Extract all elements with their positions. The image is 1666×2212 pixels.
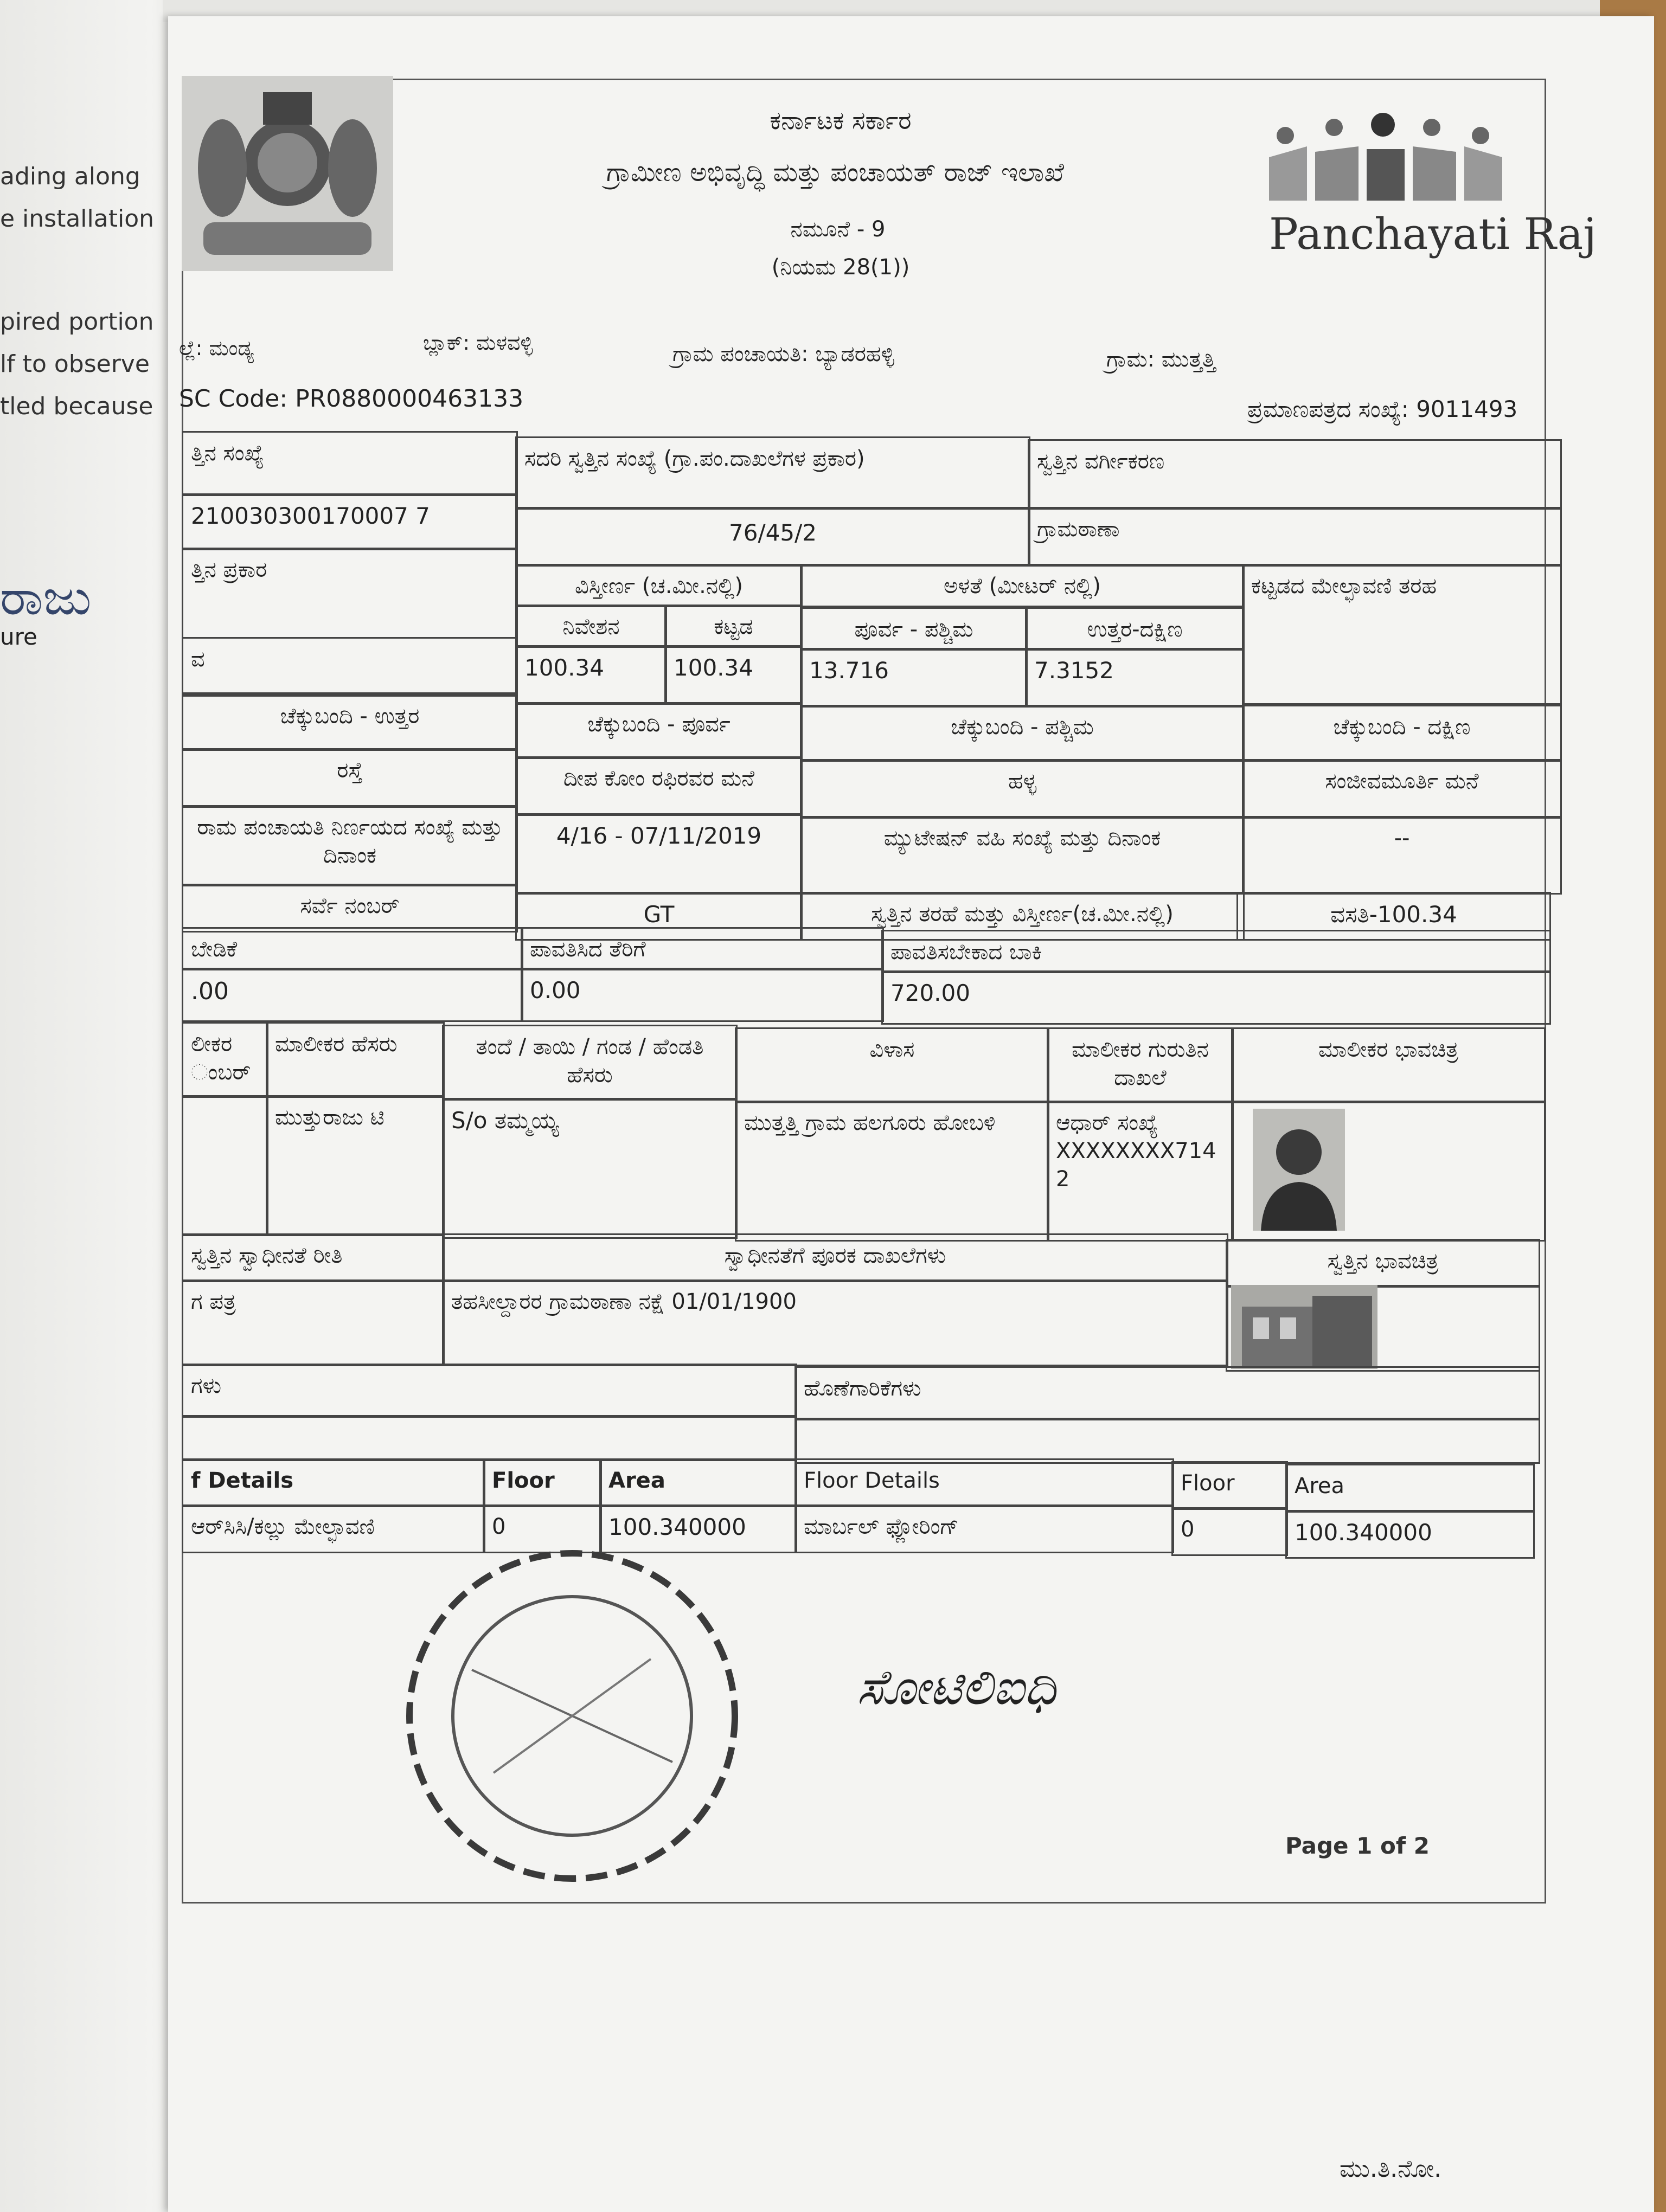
gp-number-label: ಸದರಿ ಸ್ವತ್ತಿನ ಸಂಖ್ಯೆ (ಗ್ರಾ.ಪಂ.ದಾಖಲೆಗಳ ಪ್ರಕಾರ) — [515, 436, 1030, 510]
tax-demand-value: .00 — [182, 968, 523, 1022]
classification-label: ಸ್ವತ್ತಿನ ವರ್ಗೀಕರಣ — [1028, 439, 1562, 510]
karnataka-emblem-icon — [182, 76, 393, 271]
ownership-mode-label: ಸ್ವತ್ತಿನ ಸ್ವಾಧೀನತೆ ರೀತಿ — [182, 1233, 445, 1282]
department-title: ಗ್ರಾಮೀಣ ಅಭಿವೃದ್ಧಿ ಮತ್ತು ಪಂಚಾಯತ್ ರಾಜ್ ಇಲಾಖೆ — [606, 157, 1065, 188]
tax-demand-label: ಬೇಡಿಕೆ — [182, 927, 523, 970]
form-number: ನಮೂನೆ - 9 — [790, 217, 886, 242]
owner-name-label: ಮಾಲೀಕರ ಹೆಸರು — [266, 1022, 445, 1098]
survey-value: GT — [515, 892, 803, 941]
back-page-line: pired portion — [0, 308, 154, 336]
north-south-value: 7.3152 — [1025, 648, 1245, 708]
resolution-value: 4/16 - 07/11/2019 — [515, 813, 803, 895]
roof-area-value: 100.340000 — [599, 1504, 797, 1553]
owner-photo-label: ಮಾಲೀಕರ ಭಾವಚಿತ್ರ — [1231, 1027, 1546, 1103]
mutation-value: -- — [1242, 816, 1562, 895]
tax-paid-label: ಪಾವತಿಸಿದ ತೆರಿಗೆ — [521, 927, 884, 970]
district: ಲ್ಲೆ: ಮಂಡ್ಯ — [179, 336, 254, 360]
resolution-label: ರಾಮ ಪಂಚಾಯತಿ ನಿರ್ಣಯದ ಸಂಖ್ಯೆ ಮತ್ತು ದಿನಾಂಕ — [182, 805, 518, 886]
roof-details-label: f Details — [182, 1458, 485, 1507]
building-label: ಕಟ್ಟಡ — [664, 605, 803, 648]
village: ಗ್ರಾಮ: ಮುತ್ತತ್ತಿ — [1106, 347, 1216, 372]
north-south-label: ಉತ್ತರ-ದಕ್ಷಿಣ — [1025, 607, 1245, 651]
tax-balance-value: 720.00 — [881, 970, 1551, 1025]
panchayati-raj-text: Panchayati Raj — [1269, 209, 1597, 259]
floor-area-label: Area — [1285, 1464, 1535, 1513]
back-page-text: ure — [0, 623, 37, 650]
ownership-docs-value: ತಹಸೀಲ್ದಾರರ ಗ್ರಾಮಠಾಣಾ ನಕ್ಷೆ 01/01/1900 — [442, 1279, 1228, 1366]
govt-title: ಕರ್ನಾಟಕ ಸರ್ಕಾರ — [770, 106, 912, 135]
property-id-label: ತ್ತಿನ ಸಂಖ್ಯೆ — [182, 431, 518, 496]
property-type-value: ವ — [182, 637, 518, 697]
property-type-label: ತ್ತಿನ ಪ್ರಕಾರ — [182, 548, 518, 694]
dimensions-label: ಅಳತೆ (ಮೀಟರ್ ನಲ್ಲಿ) — [800, 564, 1245, 607]
tax-paid-value: 0.00 — [521, 968, 884, 1022]
address-value: ಮುತ್ತತ್ತಿ ಗ್ರಾಮ ಹಲಗೂರು ಹೋಬಳಿ — [735, 1101, 1049, 1242]
back-page-handwriting: ರಾಜು — [0, 569, 92, 626]
mutation-label: ಮ್ಯುಟೇಷನ್ ವಹಿ ಸಂಖ್ಯೆ ಮತ್ತು ದಿನಾಂಕ — [800, 816, 1245, 895]
owner-number-value — [182, 1095, 268, 1236]
owner-number-label: ಲೀಕರ ಂಬರ್ — [182, 1022, 268, 1098]
floor-area-value: 100.340000 — [1285, 1510, 1535, 1559]
survey-label: ಸರ್ವೆ ನಂಬರ್ — [182, 884, 518, 933]
floor-type-value: ಮಾರ್ಬಲ್ ಫ್ಲೋರಿಂಗ್ — [794, 1504, 1174, 1553]
certificate-number: ಪ್ರಮಾಣಪತ್ರದ ಸಂಖ್ಯೆ: 9011493 — [1247, 396, 1518, 422]
east-west-value: 13.716 — [800, 648, 1028, 708]
boundary-south-value: ಸಂಜೀವಮೂರ್ತಿ ಮನೆ — [1242, 759, 1562, 819]
boundary-south-label: ಚೆಕ್ಕುಬಂದಿ - ದಕ್ಷಿಣ — [1242, 705, 1562, 762]
back-page-line: e installation — [0, 205, 155, 233]
owner-id-value — [1047, 1101, 1234, 1242]
roof-area-label: Area — [599, 1458, 797, 1507]
roof-floor-label: Floor — [483, 1458, 602, 1507]
roof-floor-value: 0 — [483, 1504, 602, 1553]
gram-panchayat: ಗ್ರಾಮ ಪಂಚಾಯತಿ: ಬ್ಯಾಡರಹಳ್ಳಿ — [672, 342, 894, 366]
area-label: ವಿಸ್ತೀರ್ಣ (ಚ.ಮೀ.ನಲ್ಲಿ) — [515, 564, 803, 607]
east-west-label: ಪೂರ್ವ - ಪಶ್ಚಿಮ — [800, 607, 1028, 651]
relation-label: ತಂದೆ / ತಾಯಿ / ಗಂಡ / ಹೆಂಡತಿ ಹೆಸರು — [442, 1025, 738, 1101]
nature-value: ವಸತಿ-100.34 — [1236, 892, 1551, 941]
page-number: Page 1 of 2 — [1285, 1832, 1430, 1859]
tax-balance-label: ಪಾವತಿಸಬೇಕಾದ ಬಾಕಿ — [881, 930, 1551, 973]
boundary-north-label: ಚೆಕ್ಕುಬಂದಿ - ಉತ್ತರ — [182, 694, 518, 751]
property-photo-icon — [1231, 1285, 1377, 1369]
lgd-code: SC Code: PR0880000463133 — [179, 385, 524, 413]
panchayati-raj-logo-icon — [1264, 108, 1508, 206]
owner-id-type: ಆಧಾರ್ ಸಂಖ್ಯೆ — [1056, 1110, 1158, 1135]
misc-left-value — [182, 1415, 797, 1461]
classification-value: ಗ್ರಾಮಠಾಣಾ — [1028, 507, 1562, 567]
floor-number-label: Floor — [1171, 1461, 1288, 1510]
ownership-mode-value: ಗ ಪತ್ರ — [182, 1279, 445, 1366]
building-area-value: 100.34 — [664, 645, 803, 705]
back-page-line: ading along — [0, 163, 140, 190]
roof-type-value: ಆರ್‌ಸಿಸಿ/ಕಲ್ಲು ಮೇಲ್ಛಾವಣಿ — [182, 1504, 485, 1553]
boundary-west-value: ಹಳ್ಳ — [800, 759, 1245, 819]
address-label: ವಿಳಾಸ — [735, 1027, 1049, 1103]
property-photo-label: ಸ್ವತ್ತಿನ ಭಾವಚಿತ್ರ — [1226, 1239, 1540, 1288]
floor-number-value: 0 — [1171, 1507, 1288, 1556]
signature: ಸೋಟಿಲಿಐಧಿ — [857, 1659, 1056, 1716]
owner-id-label: ಮಾಲೀಕರ ಗುರುತಿನ ದಾಖಲೆ — [1047, 1027, 1234, 1103]
rule-number: (ನಿಯಮ 28(1)) — [771, 255, 910, 280]
roof-type-label: ಕಟ್ಟಡದ ಮೇಲ್ಛಾವಣಿ ತರಹ — [1242, 564, 1562, 705]
property-id-value: 210030300170007 7 — [182, 493, 518, 550]
ownership-docs-label: ಸ್ವಾಧೀನತೆಗೆ ಪೂರಕ ದಾಖಲೆಗಳು — [442, 1233, 1228, 1282]
back-page-line: lf to observe — [0, 350, 150, 378]
boundary-west-label: ಚೆಕ್ಕುಬಂದಿ - ಪಶ್ಚಿಮ — [800, 705, 1245, 762]
floor-details-label: Floor Details — [794, 1458, 1174, 1507]
boundary-east-value: ದೀಪ ಕೋಂ ರಫಿರವರ ಮನೆ — [515, 756, 803, 816]
boundary-east-label: ಚೆಕ್ಕುಬಂದಿ - ಪೂರ್ವ — [515, 702, 803, 759]
owner-photo-icon — [1253, 1109, 1345, 1231]
nature-label: ಸ್ವತ್ತಿನ ತರಹೆ ಮತ್ತು ವಿಸ್ತೀರ್ಣ(ಚ.ಮೀ.ನಲ್ಲಿ) — [800, 892, 1245, 941]
owner-id-number: XXXXXXXX7142 — [1056, 1139, 1216, 1192]
back-page-line: tled because — [0, 393, 153, 420]
site-area-value: 100.34 — [515, 645, 667, 705]
relation-value: S/o ತಮ್ಮಯ್ಯ — [442, 1098, 738, 1239]
liabilities-label: ಹೊಣೆಗಾರಿಕೆಗಳು — [794, 1366, 1540, 1420]
block: ಬ್ಲಾಕ್: ಮಳವಳ್ಳಿ — [423, 331, 533, 355]
gp-number-value: 76/45/2 — [515, 507, 1030, 567]
misc-left-label: ಗಳು — [182, 1364, 797, 1418]
panchayat-seal-icon — [396, 1540, 748, 1892]
liabilities-value — [794, 1418, 1540, 1464]
owner-name-value: ಮುತ್ತುರಾಜು ಟಿ — [266, 1095, 445, 1236]
boundary-north-value: ರಸ್ತೆ — [182, 748, 518, 808]
site-label: ನಿವೇಶನ — [515, 605, 667, 648]
bottom-note: ಮು.ತಿ.ನೋ. — [1340, 2155, 1442, 2183]
